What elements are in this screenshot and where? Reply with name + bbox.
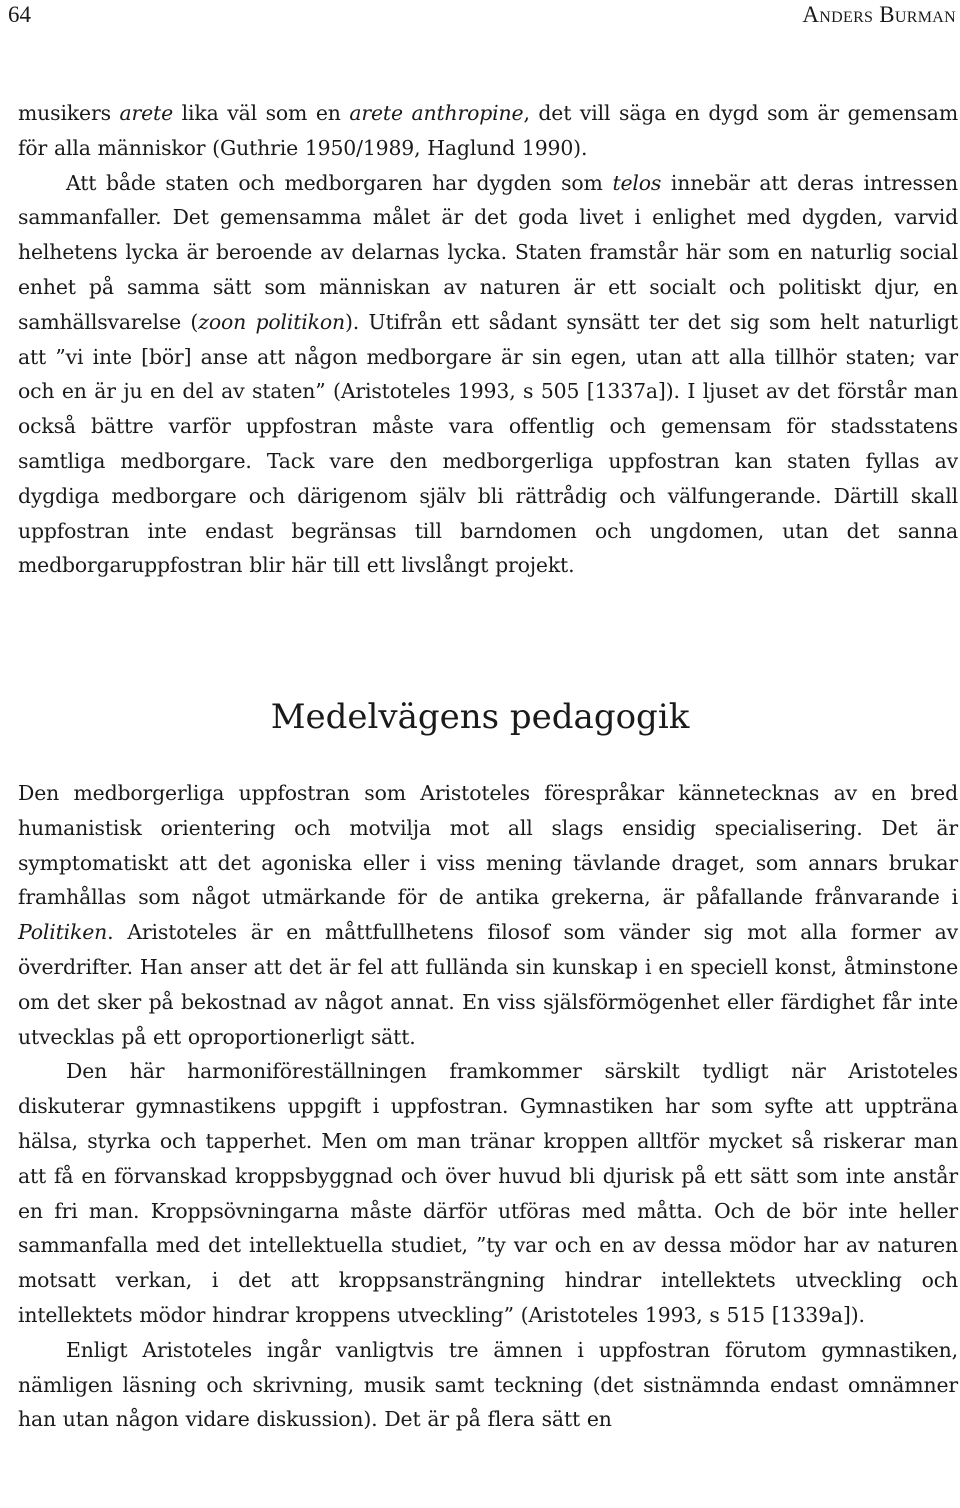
italic-term: arete	[119, 101, 174, 125]
text-run: Den medborgerliga uppfostran som Aristoteles förespråkar kännetecknas av en bred humanistisk orientering och motvilja mot all slags ensidig specialisering. Det är symptomatiskt att det agoniska eller i viss mening tävlande draget, som annars brukar framhållas som något utmärkande för de antika grekerna, är påfallande frånvarande i	[18, 781, 958, 910]
text-run: musikers	[18, 101, 120, 125]
text-run: lika väl som en	[173, 101, 350, 125]
section-heading: Medelvägens pedagogik	[270, 697, 690, 737]
text-run: . Aristoteles är en måttfullhetens filosof som vänder sig mot alla former av överdrifter. Han anser att det är fel att fulländа sin kunskap i en speciell konst, åtminstone om det sker på bekostnad av något annat. En viss själsförmögenhet eller färdighet får inte utvecklas på ett oproportionerligt sätt.	[18, 920, 958, 1049]
text-run: innebär att deras intressen sammanfaller. Det gemensamma målet är det goda livet i enlighet med dygden, varvid helhetens lycka är beroende av delarnas lycka. Staten framstår här som en naturlig social enhet på samma sätt som människan av naturen är ett socialt och politiskt djur, en samhällsvarelse (	[18, 170, 958, 334]
italic-term: arete anthropine	[349, 101, 524, 125]
page-number: 64	[8, 2, 31, 27]
text-run: ). Utifrån ett sådant synsätt ter det sig som helt naturligt att ”vi inte [bör] anse att någon medborgare är sin egen, utan att alla tillhör staten; var och en är ju en del av staten” (Aristoteles 1993, s 505 [1337a]). I ljuset av det förstår man också bättre varför uppfostran måste vara offentlig och gemensam för stadsstatens samtliga medborgare. Tack vare den medborgerliga uppfostran kan staten fyllas av dygdiga medborgare och därigenom själv bli rättrådig och välfungerande. Därtill skall uppfostran inte endast begränsas till barndomen och ungdomen, utan det sanna medborgaruppfostran blir här till ett livslångt projekt.	[18, 309, 958, 578]
text-run: Att både staten och medborgaren har dygden som	[66, 170, 613, 195]
text-run: , det vill säga en dygd som är gemensam för alla människor (Guthrie 1950/1989, Haglund 1990).	[18, 101, 959, 160]
italic-term: telos	[612, 170, 662, 195]
paragraph	[18, 96, 958, 166]
paragraph	[18, 166, 958, 584]
body-text-section-2	[18, 776, 958, 1437]
running-header	[0, 0, 960, 30]
running-head-author: Anders Burman	[802, 2, 956, 27]
paragraph: Enligt Aristoteles ingår vanligtvis tre ämnen i uppfostran förutom gymnastiken, nämligen läsning och skrivning, musik samt teckning (det sistnämnda endast omnämner han utan någon vidare diskussion). Det är på flera sätt en	[18, 1337, 958, 1432]
paragraph	[18, 776, 958, 1054]
paragraph: Den här harmoniföreställningen framkommer särskilt tydligt när Aristoteles diskuterar gymnastikens uppgift i uppfostran. Gymnastiken har som syfte att uppträna hälsa, styrka och tapperhet. Men om man tränar kroppen alltför mycket så riskerar man att få en förvanskad kroppsbyggnad och över huvud bli djurisk på ett sätt som inte anstår en fri man. Kroppsövningarna måste därför utföras med måtta. Och de bör inte heller sammanfalla med det intellektuella studiet, ”ty var och en av dessa mödor har av naturen motsatt verkan, i det att kroppsansträngning hindrar intellektets utveckling och intellektets mödor hindrar kroppens utveckling” (Aristoteles 1993, s 515 [1339a]).	[18, 1059, 958, 1327]
italic-term: zoon politikon	[198, 309, 345, 334]
body-text-section-1	[18, 96, 958, 583]
italic-term: Politiken	[18, 920, 108, 945]
